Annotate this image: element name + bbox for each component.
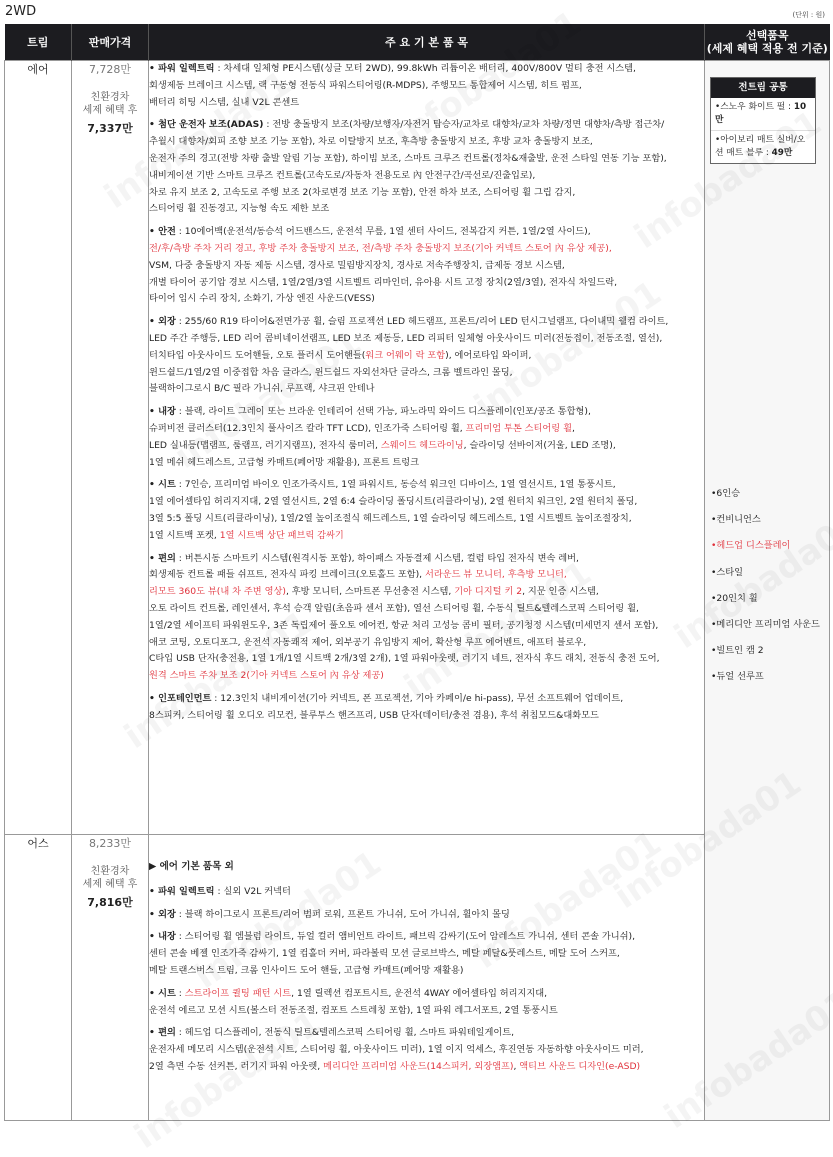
air-section-4: • 내장 : 블랙, 라이트 그레이 또는 브라운 인테리어 선택 가능, 파노라믹 와이드 디스플레이(인포/공조 통합형), 슈퍼비전 클러스터(12.3인치 풀사이즈 칼라 TFT LCD), 인조가죽 스티어링 휠, 프리미엄 투톤 스티어링 휠, LED 실내등(맵램프, 룸램프, 러기지램프), 전자식 룸미러, 스웨이드 헤드라이닝, 슬라이딩 선바이저(거울, LED 조명), 1열 메쉬 헤드레스트, 고급형 카매트(페어망 재활용), 프론트 트렁크 (149, 406, 616, 468)
price-air-final: 7,337만 (87, 122, 133, 135)
air-section-5: • 시트 : 7인승, 프리미엄 바이오 인조가죽시트, 1열 파워시트, 동승석 워크인 디바이스, 1열 열선시트, 1열 통풍시트, 1열 에어셀타입 허리지지대, 2열 열선시트, 2열 6:4 슬라이딩 폴딩시트(리클라이닝), 2열 원터치 워크인, 2열 원터치 폴딩, 3열 5:5 폴딩 시트(리클라이닝), 1열/2열 높이조절식 헤드레스트, 1열 슬라이딩 헤드레스트, 1열 시트벨트 높이조절장치, 1열 시트백 포켓, 1열 시트백 상단 패브릭 감싸기 (149, 479, 638, 541)
common-options-title: 전트림 공통 (711, 78, 815, 98)
trim-earth: 어스 (5, 835, 72, 1121)
price-earth-final: 7,816만 (87, 896, 133, 909)
section-title: • 인포테인먼트 (149, 692, 212, 704)
price-air (72, 61, 149, 835)
price-earth-label2: 세제 혜택 후 (82, 879, 138, 890)
common-option-item: •스노우 화이트 펄 : 10만 (711, 98, 815, 131)
price-earth (72, 835, 149, 1121)
option-item: •스타일 (711, 566, 744, 578)
option-item: •메리디안 프리미엄 사운드 (711, 618, 820, 630)
price-earth-orig: 8,233만 (88, 837, 132, 850)
earth-section-3: • 시트 : 스트라이프 퀼팅 패턴 시트, 1열 릴렉션 컴포트시트, 운전석 4WAY 에어셀타입 허리지지대, 운전석 에르고 모션 시트(볼스터 전동조절, 컴포트 스트레칭 포함), 1열 파워 레그서포트, 2열 통풍시트 (149, 987, 558, 1016)
header-trim: 트림 (5, 24, 72, 61)
earth-section-4: • 편의 : 헤드업 디스플레이, 전동식 틸트&텔레스코픽 스티어링 휠, 스마트 파워테일게이트, 운전자세 메모리 시스템(운전석 시트, 스티어링 휠, 아웃사이드 미러), 1열 이지 억세스, 후진연동 자동하향 아웃사이드 미러, 2열 측면 수동 선커튼, 러기지 파워 아웃렛, 메리디안 프리미엄 사운드(14스피커, 외장앰프), 액티브 사운드 디자인(e-ASD) (149, 1027, 644, 1072)
header-price: 판매가격 (72, 24, 149, 61)
header-options (705, 24, 830, 61)
price-air-orig: 7,728만 (88, 63, 132, 76)
table-row-air (5, 61, 830, 835)
earth-section-1: • 외장 : 블랙 하이그로시 프론트/리어 범퍼 로워, 프론트 가니쉬, 도어 가니쉬, 휠아치 몰딩 (149, 908, 510, 920)
header-options-line2: (세제 혜택 적용 전 기준) (706, 42, 828, 55)
option-item: •듀얼 선루프 (711, 671, 764, 683)
option-list-air (711, 485, 820, 695)
air-section-7: • 인포테인먼트 : 12.3인치 내비게이션(기아 커넥트, 폰 프로젝션, 기아 카페이/e hi-pass), 무선 소프트웨어 업데이트, 8스피커, 스티어링 휠 오디오 리모컨, 블루투스 핸즈프리, USB 단자(데이터/충전 겸용), 후석 취침모드&대화모드 (149, 692, 624, 721)
earth-section-2: • 내장 : 스티어링 휠 엠블럼 라이트, 듀얼 컬러 앰비언트 라이트, 패브릭 감싸기(도어 암레스트 가니쉬, 센터 콘솔 가니쉬), 센터 콘솔 베젤 인조가죽 감싸기, 1열 컵홀더 커버, 파라볼릭 모션 글로브박스, 메탈 페달&풋레스트, 메탈 도어 스커프, 메탈 트랜스버스 트림, 크롬 인사이드 도어 핸들, 고급형 카매트(페어망 재활용) (149, 931, 636, 976)
air-section-6: • 편의 : 버튼시동 스마트키 시스템(원격시동 포함), 하이패스 자동결제 시스템, 컬럼 타입 전자식 변속 레버, 회생제동 컨트롤 패들 쉬프트, 전자식 파킹 브레이크(오토홀드 포함), 서라운드 뷰 모니터, 후측방 모니터, 리모트 360도 뷰(내 차 주변 영상), 후방 모니터, 스마트폰 무선충전 시스템, 기아 디지털 키 2, 지문 인증 시스템, 오토 라이트 컨트롤, 레인센서, 후석 승객 알림(초음파 센서 포함), 열선 스티어링 휠, 수동식 틸트&텔레스코픽 스티어링 휠, 1열/2열 세이프티 파워윈도우, 3존 독립제어 풀오토 에어컨, 항균 처리 고성능 콤비 필터, 공기청정 시스템(미세먼지 센서 포함), 애코 코팅, 오토디포그, 운전석 자동쾌적 제어, 외부공기 유입방지 제어, 확산형 루프 에어벤트, 애프터 블로우, C타입 USB 단자(충전용, 1열 1개/1열 시트백 2개/3열 2개), 1열 파워아웃렛, 러기지 네트, 전자식 후드 래치, 전동식 충전 도어, 원격 스마트 주차 보조 2(기아 커넥트 스토어 內 유상 제공) (149, 552, 660, 682)
section-title: • 시트 (149, 987, 176, 999)
unit-label: (단위 : 원) (792, 11, 825, 19)
section-title: • 첨단 운전자 보조(ADAS) (149, 119, 264, 131)
air-section-0: • 파워 일렉트릭 : 차세대 일체형 PE시스템(싱글 모터 2WD), 99.8kWh 리튬이온 배터리, 400V/800V 멀티 충전 시스템, 회생제동 브레이크 시스템, 랙 구동형 전동식 파워스티어링(R-MDPS), 주행모드 통합제어 시스템, 히트 펌프, 배터리 히팅 시스템, 실내 V2L 콘센트 (149, 63, 636, 108)
air-section-1: • 첨단 운전자 보조(ADAS) : 전방 충돌방지 보조(차량/보행자/자전거 탑승자/교차로 대향차/교차 차량/정면 대향차/측방 접근차/ 추월시 대향차/회피 조향 보조 기능 포함), 차로 이탈방지 보조, 후측방 충돌방지 보조, 후방 교차 충돌방지 보조, 운전자 주의 경고(전방 차량 출발 알림 기능 포함), 하이빔 보조, 스마트 크루즈 컨트롤(정차&재출발, 운전 스타일 연동 기능 포함), 내비게이션 기반 스마트 크루즈 컨트롤(고속도로/자동차 전용도로 內 안전구간/곡선로/진출입로), 차로 유지 보조 2, 고속도로 주행 보조 2(차로변경 보조 기능 포함), 안전 하차 보조, 스티어링 휠 그립 감지, 스티어링 휠 진동경고, 지능형 속도 제한 보조 (149, 119, 667, 215)
trim-air: 에어 (5, 61, 72, 835)
options-column (705, 61, 830, 1121)
common-option-item: •아이보리 매트 실버/오션 매트 블루 : 49만 (715, 135, 806, 158)
option-item: •헤드업 디스플레이 (711, 540, 791, 552)
features-earth (149, 835, 705, 1121)
section-title: • 외장 (149, 316, 176, 328)
section-title: • 파워 일렉트릭 (149, 885, 215, 897)
earth-section-0: • 파워 일렉트릭 : 실외 V2L 커넥터 (149, 885, 291, 897)
section-title: • 안전 (149, 226, 176, 238)
option-item: •20인치 휠 (711, 592, 758, 604)
price-air-label2: 세제 혜택 후 (82, 105, 138, 116)
section-title: • 편의 (149, 1027, 176, 1039)
features-air (149, 61, 705, 835)
price-air-label1: 친환경차 (90, 92, 130, 103)
drive-type-label: 2WD (5, 4, 37, 19)
spec-table (4, 24, 830, 1121)
option-item: •컨비니언스 (711, 514, 761, 526)
option-item: •6인승 (711, 488, 741, 499)
section-title: • 파워 일렉트릭 (149, 63, 215, 74)
air-section-3: • 외장 : 255/60 R19 타이어&전면가공 휠, 슬림 프로젝션 LED 헤드램프, 프론트/리어 LED 턴시그널램프, 다이내믹 웰컴 라이트, LED 주간 주행등, LED 리어 콤비네이션램프, LED 보조 제동등, LED 리피터 일체형 아웃사이드 미러(전동접이, 전동조절, 열선), 터치타입 아웃사이드 도어핸들, 오토 플러시 도어핸들(워크 어웨이 락 포함), 에어로타입 와이퍼, 윈드쉴드/1열/2열 이중접합 차음 글라스, 윈드쉴드 자외선차단 글라스, 크롬 벨트라인 몰딩, 블랙하이그로시 B/C 필라 가니쉬, 루프랙, 샤크핀 안테나 (149, 316, 669, 395)
section-title: • 내장 (149, 931, 176, 943)
earth-feature-list (149, 884, 704, 1076)
section-title: • 외장 (149, 908, 176, 920)
table-header-row (5, 24, 830, 61)
section-title: • 내장 (149, 406, 176, 418)
section-title: • 시트 (149, 479, 176, 491)
header-options-line1: 선택품목 (745, 29, 789, 42)
common-options-box (710, 77, 816, 164)
option-item: •빌트인 캠 2 (711, 645, 764, 657)
header-features: 주 요 기 본 품 목 (149, 24, 705, 61)
price-earth-label1: 친환경차 (90, 866, 130, 877)
section-title: • 편의 (149, 552, 176, 564)
earth-subhead: ▶ 에어 기본 품목 외 (149, 861, 234, 872)
air-section-2: • 안전 : 10에어백(운전석/동승석 어드밴스드, 운전석 무릎, 1열 센터 사이드, 전복감지 커튼, 1열/2열 사이드), 전/후/측방 주차 거리 경고, 후방 주차 충돌방지 보조, 전/측방 주차 충돌방지 보조(기아 커넥트 스토어 內 유상 제공), VSM, 다중 충돌방지 자동 제동 시스템, 경사로 밀림방지장치, 경사로 저속주행장치, 급제동 경보 시스템, 개별 타이어 공기압 경보 시스템, 1열/2열/3열 시트벨트 리마인더, 유아용 시트 고정 장치(2열/3열), 전자식 차일드락, 타이어 임시 수리 장치, 소화기, 가상 엔진 사운드(VESS) (149, 226, 618, 305)
